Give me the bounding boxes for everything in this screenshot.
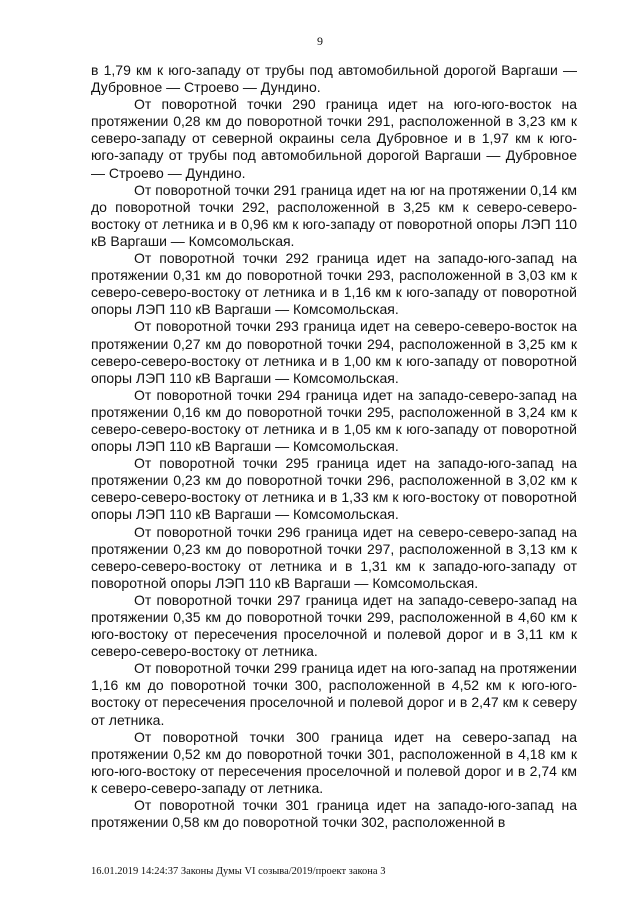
- paragraph-point-300: От поворотной точки 300 граница идет на северо-запад на протяжении 0,52 км до поворотной точки 301, расположенной в 4,18 км к юго-юго-востоку от пересечения проселочной и полевой дорог и в 2,74 км к северо-северо-западу от летника.: [91, 728, 577, 796]
- paragraph-point-293: От поворотной точки 293 граница идет на северо-северо-восток на протяжении 0,27 км до поворотной точки 294, расположенной в 3,25 км к северо-северо-востоку от летника и в 1,00 км к юго-западу от поворотной опоры ЛЭП 110 кВ Варгаши — Комсомольская.: [91, 318, 577, 386]
- paragraph-point-299: От поворотной точки 299 граница идет на юго-запад на протяжении 1,16 км до поворотной точки 300, расположенной в 4,52 км к юго-юго-востоку от пересечения проселочной и полевой дорог и в 2,47 км к северу от летника.: [91, 660, 577, 728]
- footer-stamp: 16.01.2019 14:24:37 Законы Думы VI созыва/2019/проект закона 3: [91, 866, 386, 877]
- paragraph-point-295: От поворотной точки 295 граница идет на западо-юго-запад на протяжении 0,23 км до поворотной точки 296, расположенной в 3,02 км к северо-северо-востоку от летника и в 1,33 км к юго-востоку от поворотной опоры ЛЭП 110 кВ Варгаши — Комсомольская.: [91, 455, 577, 523]
- document-body: [91, 62, 577, 831]
- paragraph-point-291: От поворотной точки 291 граница идет на юг на протяжении 0,14 км до поворотной точки 292, расположенной в 3,25 км к северо-северо-востоку от летника и в 0,96 км к юго-западу от поворотной опоры ЛЭП 110 кВ Варгаши — Комсомольская.: [91, 181, 577, 249]
- paragraph-point-297: От поворотной точки 297 граница идет на западо-северо-запад на протяжении 0,35 км до поворотной точки 299, расположенной в 4,60 км к юго-востоку от пересечения проселочной и полевой дорог и в 3,11 км к северо-северо-востоку от летника.: [91, 591, 577, 660]
- page-number: 9: [317, 34, 323, 48]
- paragraph-continuation: в 1,79 км к юго-западу от трубы под автомобильной дорогой Варгаши — Дубровное — Строево — Дундино.: [91, 62, 577, 96]
- paragraph-point-296: От поворотной точки 296 граница идет на северо-северо-запад на протяжении 0,23 км до поворотной точки 297, расположенной в 3,13 км к северо-северо-востоку от летника и в 1,31 км к западо-юго-западу от поворотной опоры ЛЭП 110 кВ Варгаши — Комсомольская.: [91, 523, 577, 591]
- paragraph-point-292: От поворотной точки 292 граница идет на западо-юго-запад на протяжении 0,31 км до поворотной точки 293, расположенной в 3,03 км к северо-северо-востоку от летника и в 1,16 км к юго-западу от поворотной опоры ЛЭП 110 кВ Варгаши — Комсомольская.: [91, 250, 577, 318]
- paragraph-point-301: От поворотной точки 301 граница идет на западо-юго-запад на протяжении 0,58 км до поворотной точки 302, расположенной в: [91, 797, 577, 831]
- paragraph-point-290: От поворотной точки 290 граница идет на юго-юго-восток на протяжении 0,28 км до поворотной точки 291, расположенной в 3,23 км к северо-западу от северной окраины села Дубровное и в 1,97 км к юго-юго-западу от трубы под автомобильной дорогой Варгаши — Дубровное — Строево — Дундино.: [91, 96, 577, 181]
- paragraph-point-294: От поворотной точки 294 граница идет на западо-северо-запад на протяжении 0,16 км до поворотной точки 295, расположенной в 3,24 км к северо-северо-востоку от летника и в 1,05 км к юго-западу от поворотной опоры ЛЭП 110 кВ Варгаши — Комсомольская.: [91, 386, 577, 455]
